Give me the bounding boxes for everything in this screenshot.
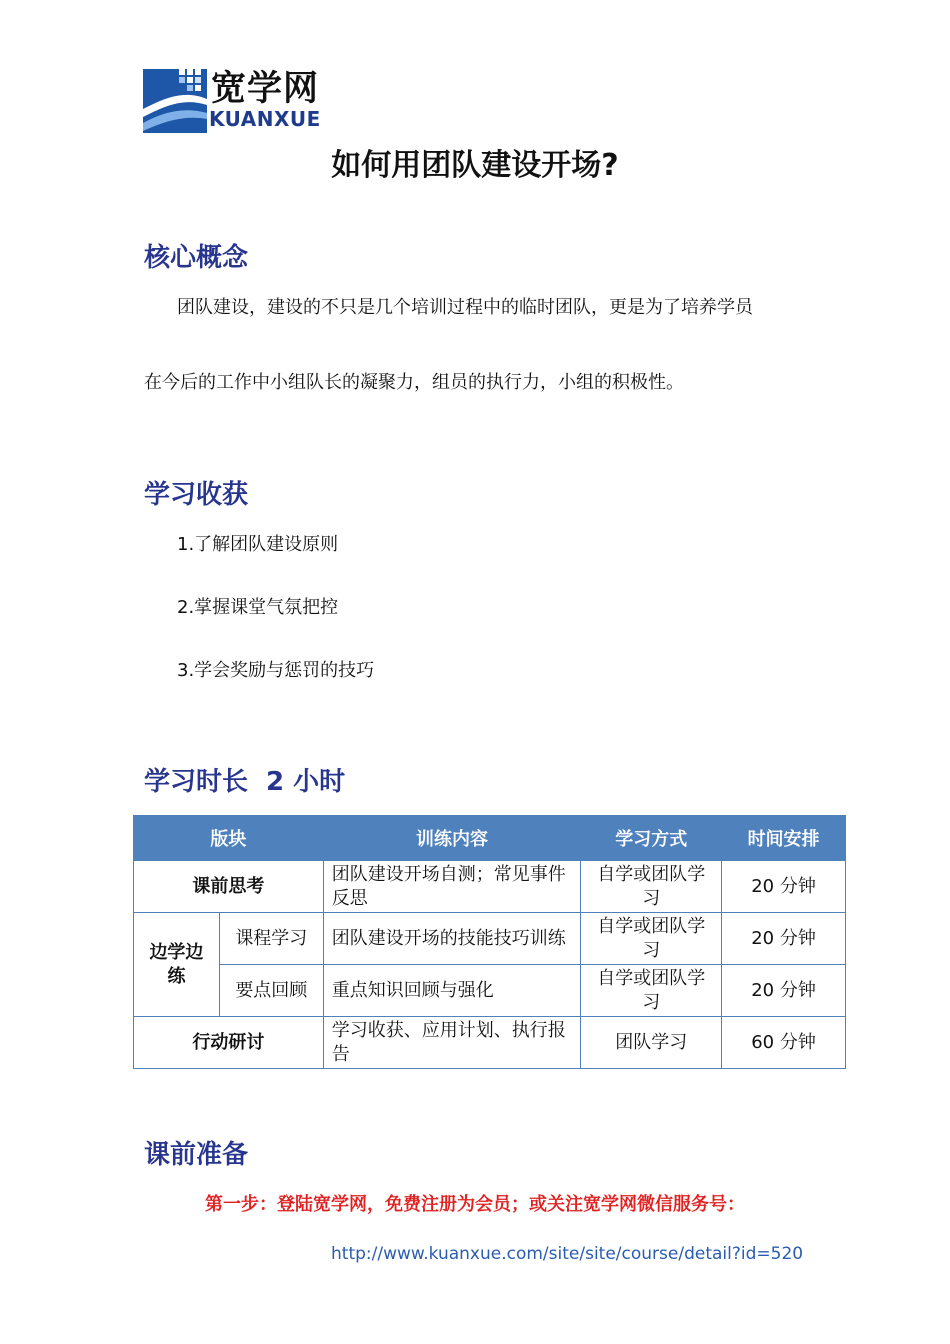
core-paragraph-line-2: 在今后的工作中小组队长的凝聚力，组员的执行力，小组的积极性。 (144, 372, 684, 393)
content-cell: 学习收获、应用计划、执行报告 (323, 1017, 581, 1069)
table-header-row (134, 816, 846, 861)
time-cell: 20 分钟 (722, 913, 846, 965)
table-row (134, 965, 846, 1017)
step-one-text: 第一步：登陆宽学网，免费注册为会员；或关注宽学网微信服务号： (205, 1194, 745, 1215)
heading-learning-duration (144, 761, 345, 798)
content-cell: 团队建设开场的技能技巧训练 (323, 913, 581, 965)
method-cell: 自学或团队学习 (581, 861, 722, 913)
table-row (134, 913, 846, 965)
block-cell: 行动研讨 (134, 1017, 324, 1069)
sub-block-cell: 课程学习 (219, 913, 323, 965)
method-cell: 自学或团队学习 (581, 913, 722, 965)
block-cell: 课前思考 (134, 861, 324, 913)
schedule-table (133, 815, 846, 1069)
column-header-content: 训练内容 (323, 816, 581, 861)
logo-name-cn: 宽学网 (211, 69, 320, 109)
duration-label: 学习时长 (144, 767, 249, 797)
document-title: 如何用团队建设开场? (331, 148, 619, 183)
kuanxue-logo (143, 69, 333, 133)
time-cell: 20 分钟 (722, 861, 846, 913)
column-header-method: 学习方式 (581, 816, 722, 861)
heading-pre-class-prep: 课前准备 (144, 1140, 249, 1170)
heading-learning-gains: 学习收获 (144, 480, 249, 510)
time-cell: 20 分钟 (722, 965, 846, 1017)
content-cell: 重点知识回顾与强化 (323, 965, 581, 1017)
table-row (134, 861, 846, 913)
sub-block-cell: 要点回顾 (219, 965, 323, 1017)
column-header-time: 时间安排 (722, 816, 846, 861)
course-url-link[interactable]: http://www.kuanxue.com/site/site/course/detail?id=520 (331, 1244, 804, 1264)
method-cell: 团队学习 (581, 1017, 722, 1069)
gain-item: 2.掌握课堂气氛把控 (177, 597, 339, 618)
kuanxue-logo-icon (143, 69, 207, 133)
method-cell: 自学或团队学习 (581, 965, 722, 1017)
block-cell: 边学边练 (134, 913, 220, 1017)
logo-name-en: KUANXUE (209, 107, 321, 131)
gain-item: 1.了解团队建设原则 (177, 534, 339, 555)
core-paragraph-line-1: 团队建设，建设的不只是几个培训过程中的临时团队，更是为了培养学员 (177, 297, 753, 318)
column-header-block: 版块 (134, 816, 324, 861)
content-cell: 团队建设开场自测；常见事件反思 (323, 861, 581, 913)
duration-value: 2 小时 (266, 767, 346, 797)
heading-core-concept: 核心概念 (144, 243, 249, 273)
gain-item: 3.学会奖励与惩罚的技巧 (177, 660, 375, 681)
time-cell: 60 分钟 (722, 1017, 846, 1069)
table-row (134, 1017, 846, 1069)
